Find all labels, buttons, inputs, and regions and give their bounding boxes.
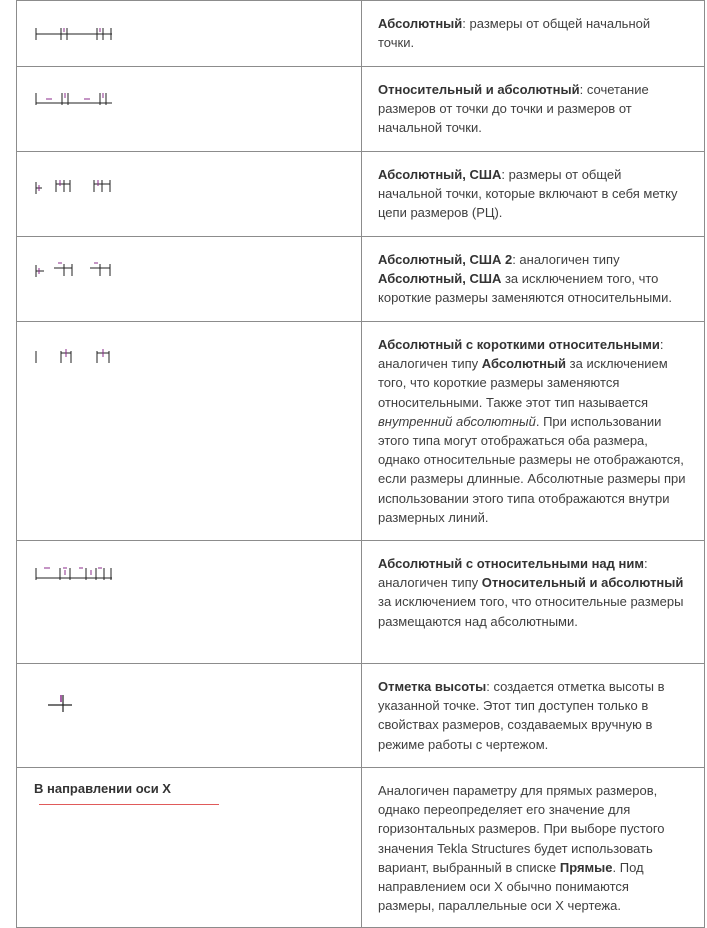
elevation-mark-icon bbox=[34, 692, 94, 714]
italic-term: внутренний абсолютный bbox=[378, 413, 536, 429]
table-row bbox=[17, 67, 705, 152]
bold-term: Относительный и абсолютный bbox=[481, 575, 684, 591]
bold-term: Прямые bbox=[559, 859, 613, 875]
table-row bbox=[17, 322, 705, 541]
bold-term: Относительный и абсолютный bbox=[378, 82, 580, 97]
description-text: : аналогичен типу bbox=[378, 556, 648, 591]
description-text: за исключением того, что короткие размеры заменяются относительными. bbox=[378, 271, 672, 306]
description-cell bbox=[362, 237, 705, 322]
dim-absolute-us2-icon bbox=[34, 259, 124, 281]
row-heading: В направлении оси X bbox=[34, 781, 171, 796]
description-text: . Под направлением оси X обычно понимаются размеры, параллельные оси X чертежа. bbox=[378, 859, 644, 914]
description-text: . При использовании этого типа могут отображаться оба размера, однако относительные размеры не отображаются, если размеры длинные. Абсолютные размеры при использовании этого типа отображаются внутри размерных линий. bbox=[378, 413, 686, 525]
bold-term: Отметка высоты bbox=[378, 679, 487, 694]
icon-cell bbox=[17, 541, 362, 664]
description-text: : размеры от общей начальной точки. bbox=[378, 16, 651, 51]
icon-cell bbox=[17, 67, 362, 152]
table-row bbox=[17, 237, 705, 322]
description-cell bbox=[362, 152, 705, 237]
description-text: : размеры от общей начальной точки, которые включают в себя метку цепи размеров (РЦ). bbox=[378, 167, 678, 221]
bold-term: Абсолютный с короткими относительными bbox=[378, 337, 660, 352]
icon-cell bbox=[17, 322, 362, 541]
bold-term: Абсолютный с относительными над ним bbox=[378, 556, 644, 571]
description-text: : сочетание размеров от точки до точки и размеров от начальной точки. bbox=[378, 82, 649, 136]
description-text: : аналогичен типу bbox=[512, 252, 620, 267]
bold-term: Абсолютный, США bbox=[378, 167, 502, 182]
description-text: за исключением того, что короткие размеры заменяются относительными. Также этот тип называется bbox=[378, 356, 668, 410]
icon-cell bbox=[17, 152, 362, 237]
description-cell bbox=[362, 664, 705, 768]
description-cell bbox=[362, 1, 705, 67]
table-row bbox=[17, 541, 705, 664]
icon-cell bbox=[17, 664, 362, 768]
table-row bbox=[17, 768, 705, 928]
icon-cell bbox=[17, 237, 362, 322]
bold-term: Абсолютный, США 2 bbox=[378, 252, 513, 267]
dim-absolute-us-icon bbox=[34, 176, 124, 198]
description-cell bbox=[362, 541, 705, 664]
dimension-types-table bbox=[16, 0, 705, 928]
dim-absolute-relative-above-icon bbox=[34, 562, 124, 584]
table-row bbox=[17, 1, 705, 67]
description-text: : аналогичен типу bbox=[378, 337, 664, 372]
description-cell bbox=[362, 67, 705, 152]
heading-cell bbox=[17, 768, 362, 928]
dim-absolute-short-relative-icon bbox=[34, 345, 124, 367]
table-row bbox=[17, 152, 705, 237]
dim-absolute-icon bbox=[34, 24, 124, 44]
bold-term: Абсолютный bbox=[481, 356, 567, 372]
description-cell bbox=[362, 322, 705, 541]
bold-term: Абсолютный bbox=[378, 16, 463, 31]
bold-term: Абсолютный, США bbox=[378, 271, 502, 287]
heading-underline bbox=[39, 804, 219, 805]
dim-relative-absolute-icon bbox=[34, 89, 124, 109]
description-text: Аналогичен параметру для прямых размеров, однако переопределяет его значение для горизонтальных размеров. При выборе пустого значения Tekla Structures будет использовать вариант, выбранный в списке bbox=[378, 783, 665, 875]
description-text: : создается отметка высоты в указанной точке. Этот тип доступен только в свойствах размеров, создаваемых вручную в режиме работы с чертежом. bbox=[378, 679, 665, 752]
table-row bbox=[17, 664, 705, 768]
description-cell bbox=[362, 768, 705, 928]
description-text: за исключением того, что относительные размеры размещаются над абсолютными. bbox=[378, 594, 684, 629]
icon-cell bbox=[17, 1, 362, 67]
